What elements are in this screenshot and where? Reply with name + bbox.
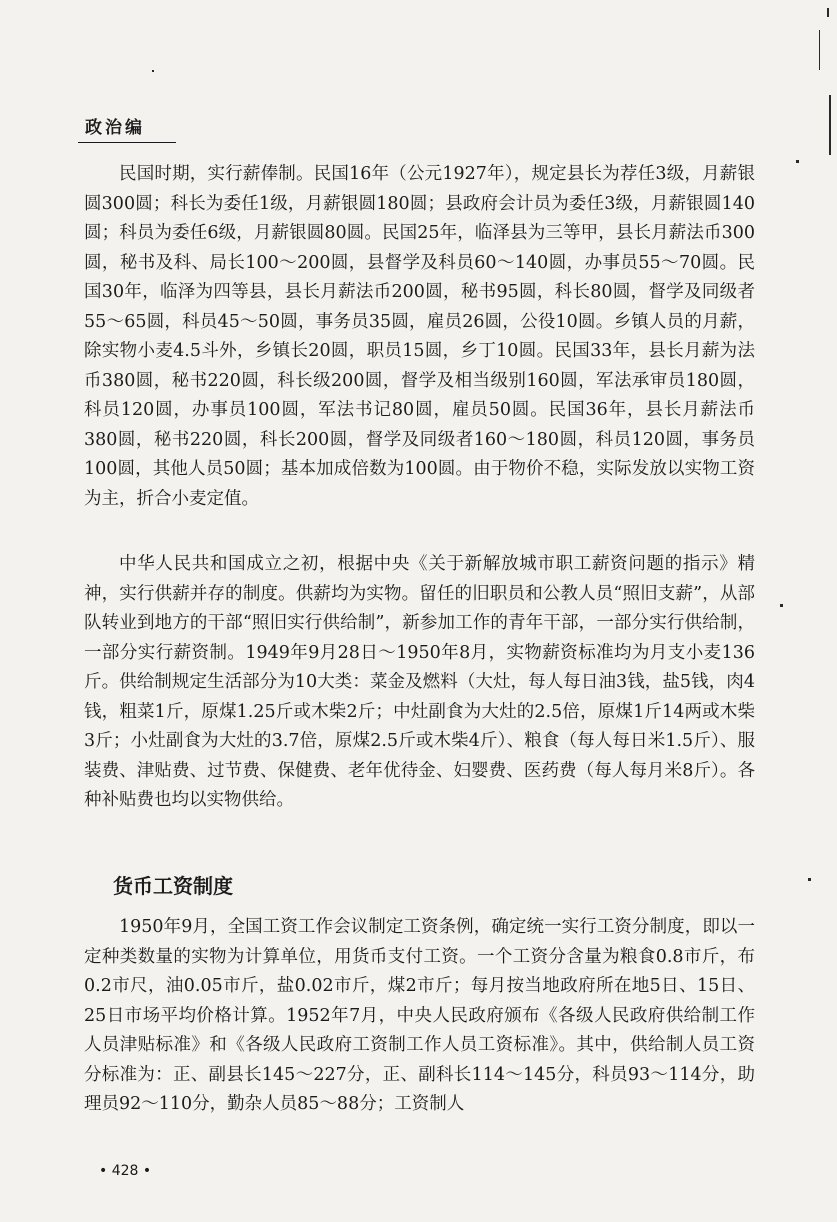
scan-edge-mark bbox=[796, 160, 799, 163]
paragraph-3: 1950年9月，全国工资工作会议制定工资条例，确定统一实行工资分制度，即以一定种类数量的实物为计算单位，用货币支付工资。一个工资分含量为粮食0.8市斤，布0.2市尺，油0.05市斤，盐0.02市斤，煤2市斤；每月按当地政府所在地5日、15日、25日市场平均价格计算。1952年7月，中央人民政府颁布《各级人民政府供给制工作人员津贴标准》和《各级人民政府工资制工作人员工资标准》。其中，供给制人员工资分标准为：正、副县长145～227分，正、副科长114～145分，科员93～114分，助理员92～110分，勤杂人员85～88分；工资制人 bbox=[84, 917, 755, 1114]
paragraph-1: 民国时期，实行薪俸制。民国16年（公元1927年），规定县长为荐任3级，月薪银圆300圆；科长为委任1级，月薪银圆180圆；县政府会计员为委任3级，月薪银圆140圆；科员为委任6级，月薪银圆80圆。民国25年，临泽县为三等甲，县长月薪法币300圆，秘书及科、局长100～200圆，县督学及科员60～140圆，办事员55～70圆。民国30年，临泽为四等县，县长月薪法币200圆，秘书95圆，科长80圆，督学及同级者55～65圆，科员45～50圆，事务员35圆，雇员26圆，公役10圆。乡镇人员的月薪，除实物小麦4.5斗外，乡镇长20圆，职员15圆，乡丁10圆。民国33年，县长月薪为法币380圆，秘书220圆，科长级200圆，督学及相当级别160圆，军法承审员180圆，科员120圆，办事员100圆，军法书记80圆，雇员50圆。民国36年，县长月薪法币380圆，秘书220圆，科长200圆，督学及同级者160～180圆，科员120圆，事务员100圆，其他人员50圆；基本加成倍数为100圆。由于物价不稳，实际发放以实物工资为主，折合小麦定值。 bbox=[84, 164, 755, 509]
scan-edge-mark bbox=[829, 95, 831, 155]
page-number: • 428 • bbox=[99, 1163, 152, 1179]
section-heading: 货币工资制度 bbox=[113, 874, 233, 898]
scan-edge-mark bbox=[808, 878, 811, 881]
running-head-title: 政治编 bbox=[85, 118, 145, 138]
scan-edge-mark bbox=[780, 604, 783, 607]
scan-edge-mark bbox=[819, 30, 820, 70]
paragraph-2: 中华人民共和国成立之初，根据中央《关于新解放城市职工薪资问题的指示》精神，实行供薪并存的制度。供薪均为实物。留任的旧职员和公教人员“照旧支薪”，从部队转业到地方的干部“照旧实行供给制”，新参加工作的青年干部，一部分实行供给制，一部分实行薪资制。1949年9月28日～1950年8月，实物薪资标准均为月支小麦136斤。供给制规定生活部分为10大类：菜金及燃料（大灶，每人每日油3钱，盐5钱，肉4钱，粗菜1斤，原煤1.25斤或木柴2斤；中灶副食为大灶的2.5倍，原煤1斤14两或木柴3斤；小灶副食为大灶的3.7倍，原煤2.5斤或木柴4斤）、粮食（每人每日米1.5斤）、服装费、津贴费、过节费、保健费、老年优待金、妇婴费、医药费（每人每月米8斤）。各种补贴费也均以实物供给。 bbox=[84, 554, 755, 810]
header-underline bbox=[78, 142, 176, 143]
scan-edge-mark bbox=[152, 70, 154, 72]
scan-edge-mark bbox=[827, 8, 829, 17]
